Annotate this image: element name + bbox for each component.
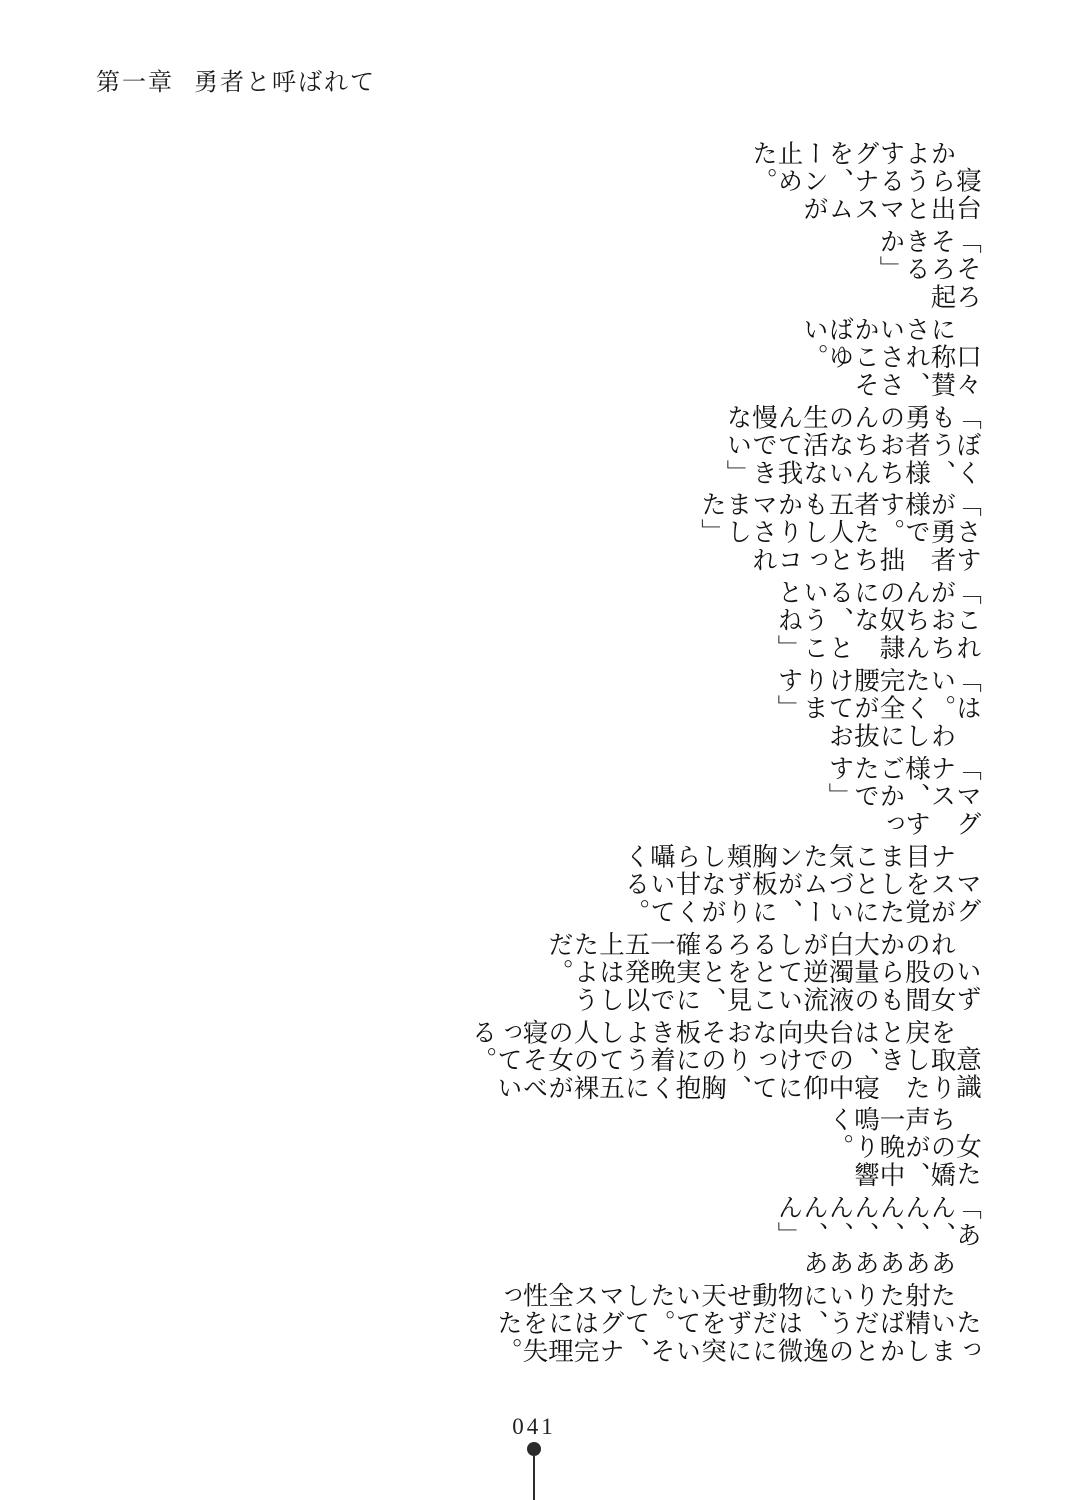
chapter-title: 勇者と呼ばれて bbox=[194, 70, 376, 96]
paragraph: 寝台から出ようとするマグナスを、ムーンが止めた。 bbox=[749, 139, 982, 224]
paragraph: 「あん、あん、あん、あん、あん、あん、あん」 bbox=[774, 1194, 982, 1278]
vertical-body-text bbox=[120, 140, 980, 1370]
paragraph: 「これがおちんちんの奴隷になる、ということね」 bbox=[774, 579, 982, 663]
ornament-dot bbox=[527, 1442, 541, 1456]
ornament-stem bbox=[533, 1456, 535, 1500]
paragraph: マグナスが目を覚ましたことに気づいたムーンが、胸板に頬ずりしながら甘く囁いてくる。 bbox=[621, 842, 982, 926]
paragraph: 女たちの嬌声が、一晩中鳴り響く。 bbox=[825, 1106, 982, 1190]
running-head bbox=[96, 62, 376, 97]
paragraph: いずれの女の股間からも大量の白濁液が逆流しているところを見ると、確実に一晩で五発以上はしたようだ。 bbox=[545, 930, 982, 1014]
paragraph: 「はい。わたくし完全に腰が抜けております」 bbox=[774, 667, 982, 751]
paragraph: 「ぼくもう、勇者様のおちんちんのない生活なんて我慢できない」 bbox=[723, 403, 982, 487]
dot-and-stem-ornament-icon bbox=[526, 1442, 542, 1500]
paragraph: たったいま射精したばかりだというのに、逸物は微動だにせずに天を突いていた。そして、マグナスは完全に理性を失った。 bbox=[494, 1282, 982, 1366]
paragraph: 「そろそろ起きるか」 bbox=[876, 227, 982, 311]
chapter-number: 第一章 bbox=[96, 70, 174, 96]
paragraph: 「マグナス様、すごかったです」 bbox=[825, 754, 982, 839]
paragraph: 「さすが勇者様です。拙者たち五人ともしっかりコマされました」 bbox=[698, 491, 982, 575]
paragraph: 意識を取り戻したときは、寝台の中央で仰向けになっており、その胸板に抱き着くようにして五人の裸の女が寝そべっている。 bbox=[468, 1018, 982, 1102]
paragraph: 口々に称賛され、いささかこそばゆい。 bbox=[800, 315, 982, 399]
page-number: 041 bbox=[512, 1414, 556, 1439]
